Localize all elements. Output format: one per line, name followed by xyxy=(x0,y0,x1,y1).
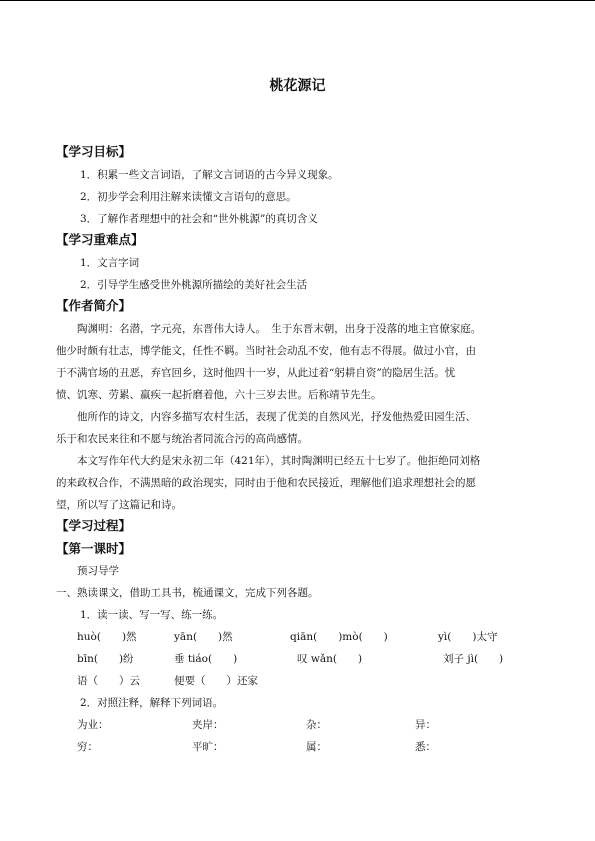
vocab-item: 杂： xyxy=(306,719,327,731)
author-line-6: 乐于和农民来往和不愿与统治者同流合污的高尚感情。 xyxy=(56,433,308,445)
keypoints-heading: 【学习重难点】 xyxy=(56,232,144,247)
subtask-1: 1．读一读、写一写、练一练。 xyxy=(80,609,224,621)
keypoint-item-2: 2．引导学生感受世外桃源所描绘的美好社会生活 xyxy=(80,279,308,291)
pinyin-blank: yì( )太守 xyxy=(438,631,498,643)
objective-item-3: 3．了解作者理想中的社会和“世外桃源”的真切含义 xyxy=(80,213,318,225)
pinyin-blank: 便要（ ）还家 xyxy=(174,675,258,687)
vocab-item: 平旷： xyxy=(192,741,224,753)
vocab-item: 属： xyxy=(306,741,327,753)
author-line-2: 他少时颇有壮志，博学能文，任性不羁。当时社会动乱不安，他有志不得展。做过小官，由 xyxy=(56,345,476,357)
lesson-heading: 【第一课时】 xyxy=(56,541,132,556)
author-line-7: 本文写作年代大约是宋永初二年（421年），其时陶渊明已经五十七岁了。他拒绝同刘格 xyxy=(77,455,481,467)
pinyin-blank: qiān( )mò( ) xyxy=(290,631,388,643)
objectives-heading: 【学习目标】 xyxy=(56,144,132,159)
pinyin-blank: huò( )然 xyxy=(77,631,137,643)
keypoint-item-1: 1．文言字词 xyxy=(80,257,140,269)
objective-item-2: 2．初步学会利用注解来读懂文言语句的意思。 xyxy=(80,191,297,203)
author-line-4: 愤、饥寒、劳累、羸疾一起折磨着他，六十三岁去世。后称靖节先生。 xyxy=(56,389,382,401)
author-line-8: 的来政权合作，不满黑暗的政治现实，同时由于他和农民接近，理解他们追求理想社会的愿 xyxy=(56,477,476,489)
document-title: 桃花源记 xyxy=(269,78,326,94)
author-heading: 【作者简介】 xyxy=(56,298,132,313)
preview-label: 预习导学 xyxy=(77,565,119,577)
objective-item-1: 1．积累一些文言词语，了解文言词语的古今异义现象。 xyxy=(80,169,339,181)
subtask-2: 2．对照注释，解释下列词语。 xyxy=(80,697,224,709)
vocab-item: 悉： xyxy=(415,741,436,753)
pinyin-blank: bīn( )纷 xyxy=(77,653,134,665)
pinyin-blank: 垂 tiáo( ) xyxy=(174,653,238,665)
vocab-item: 夹岸： xyxy=(192,719,224,731)
author-line-3: 于不满官场的丑恶，弃官回乡，这时他四十一岁，从此过着“躬耕自资”的隐居生活。忧 xyxy=(56,367,456,379)
pinyin-blank: yān( )然 xyxy=(174,631,233,643)
vocab-item: 穷： xyxy=(77,741,98,753)
pinyin-blank: 语（ ）云 xyxy=(77,675,140,687)
pinyin-blank: 刘子 jì( ) xyxy=(443,653,504,665)
vocab-item: 为业： xyxy=(77,719,109,731)
pinyin-blank: 叹 wǎn( ) xyxy=(297,653,363,665)
task-1: 一、熟读课文，借助工具书，梳通课文，完成下列各题。 xyxy=(56,587,319,599)
author-line-9: 望，所以写了这篇记和诗。 xyxy=(56,499,182,511)
vocab-item: 异： xyxy=(415,719,436,731)
author-line-1: 陶渊明：名潜，字元亮，东晋伟大诗人。 生于东晋末朝，出身于没落的地主官僚家庭。 xyxy=(77,323,482,335)
author-line-5: 他所作的诗文，内容多描写农村生活，表现了优美的自然风光，抒发他热爱田园生活、 xyxy=(77,411,476,423)
process-heading: 【学习过程】 xyxy=(56,518,132,533)
